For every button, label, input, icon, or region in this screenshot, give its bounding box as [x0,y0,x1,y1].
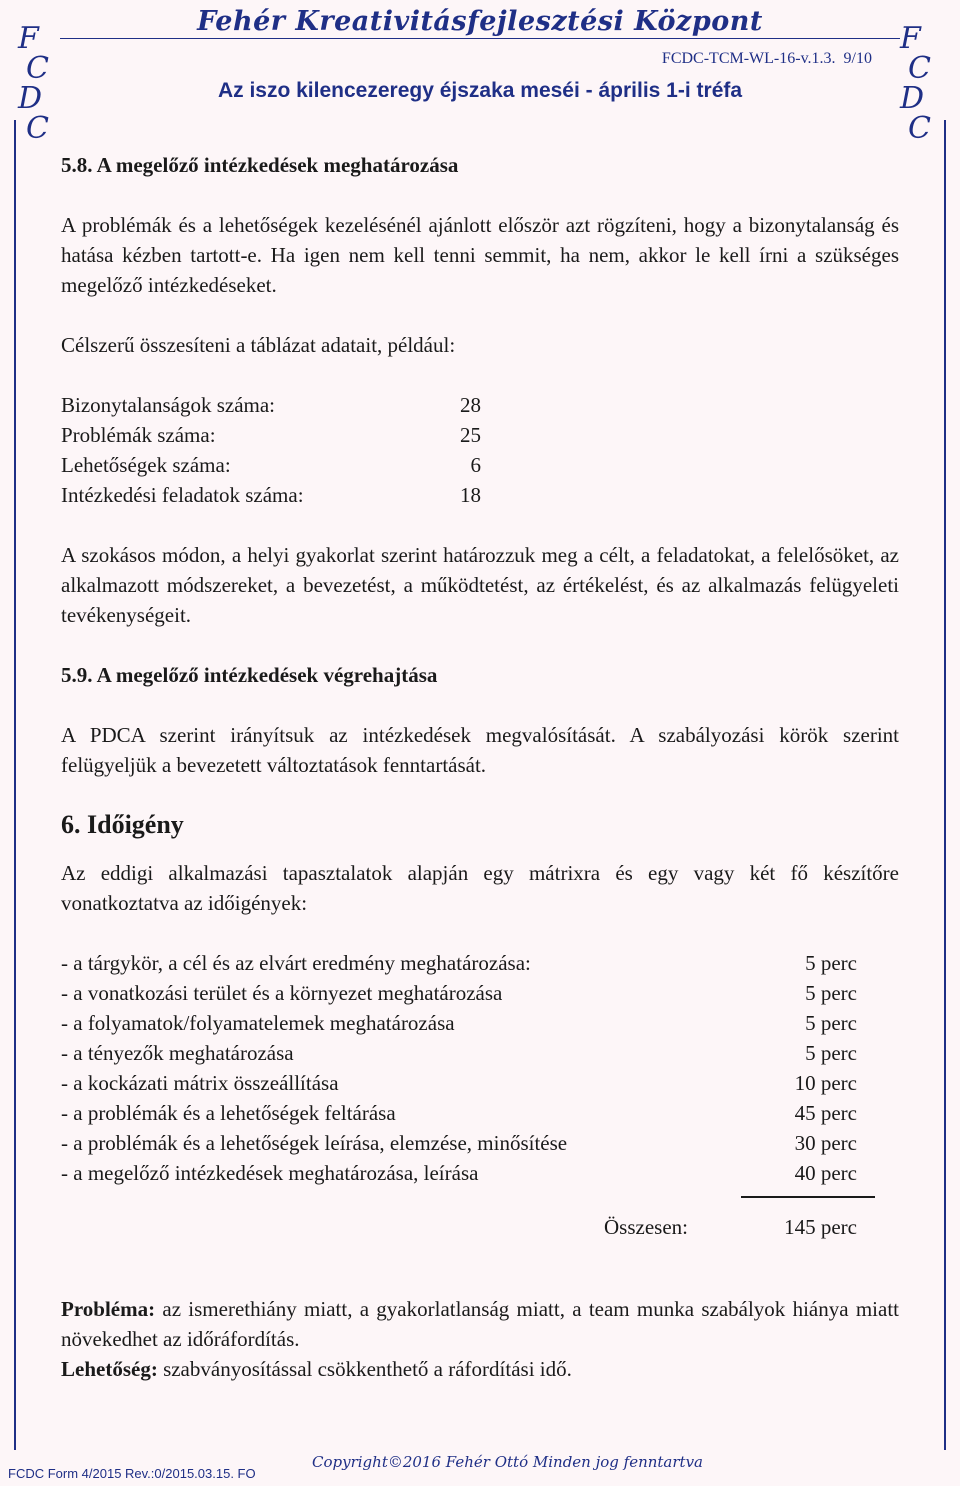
heading-6: 6. Időigény [61,810,184,839]
time-row: - a tárgykör, a cél és az elvárt eredmény meghatározása: 5 perc [61,951,857,975]
stat-row: Intézkedési feladatok száma: 18 [61,483,481,507]
time-row: - a folyamatok/folyamatelemek meghatározása 5 perc [61,1011,857,1035]
paragraph-6-intro: Az eddigi alkalmazási tapasztalatok alapján egy mátrixra és egy vagy két fő készítőre vonatkoztatva az időigények: [61,861,899,915]
problem-paragraph [61,1294,899,1354]
logo-left: F C D C [18,21,49,146]
page-number: 9/10 [843,50,872,67]
paragraph-5-8-1: A problémák és a lehetőségek kezelésénél ajánlott először azt rögzíteni, hogy a bizonytalanság és hatása kézben tartott-e. Ha igen nem kell tenni semmit, ha nem, akkor le kell írni a szükséges megelőző intézkedéseket. [61,213,899,297]
form-code: FCDC Form 4/2015 Rev.:0/2015.03.15. FO [8,1466,256,1481]
heading-5-8: 5.8. A megelőző intézkedések meghatározása [61,153,459,177]
logo-right: F C D C [900,21,931,146]
time-row: - a problémák és a lehetőségek leírása, elemzése, minősítése 30 perc [61,1131,857,1155]
frame-left-line [14,120,16,1450]
org-title: Fehér Kreativitásfejlesztési Központ [197,6,763,37]
time-list [61,948,899,1188]
total-label: Összesen: [604,1215,688,1239]
paragraph-5-9: A PDCA szerint irányítsuk az intézkedések megvalósítását. A szabályozási körök szerint felügyeljük a bevezetett változtatások fenntartását. [61,723,899,777]
frame-right-line [944,120,946,1450]
stat-row: Lehetőségek száma: 6 [61,453,481,477]
doc-code [662,50,872,68]
doc-code-text: FCDC-TCM-WL-16-v.1.3. [661,50,836,67]
time-row: - a vonatkozási terület és a környezet meghatározása 5 perc [61,981,857,1005]
time-row: - a tényezők meghatározása 5 perc [61,1041,857,1065]
time-row: - a problémák és a lehetőségek feltárása 45 perc [61,1101,857,1125]
problem-text: az ismerethiány miatt, a gyakorlatlanság miatt, a team munka szabályok hiánya miatt növekedhet az időráfordítás. [61,1297,899,1351]
opportunity-text: szabványosítással csökkenthető a ráfordítási idő. [157,1357,572,1381]
frame-top-line [60,38,900,39]
total-rule [741,1196,875,1198]
opportunity-paragraph [61,1354,899,1384]
problem-label: Probléma: [61,1297,156,1321]
time-row: - a kockázati mátrix összeállítása 10 perc [61,1071,857,1095]
stat-row: Bizonytalanságok száma: 28 [61,393,481,417]
total-row [61,1212,899,1242]
time-row: - a megelőző intézkedések meghatározása, leírása 40 perc [61,1161,857,1185]
heading-5-9: 5.9. A megelőző intézkedések végrehajtása [61,663,438,687]
document-body [61,150,899,1384]
paragraph-5-8-3: A szokásos módon, a helyi gyakorlat szerint határozzuk meg a célt, a feladatokat, a felelősöket, az alkalmazott módszereket, a bevezetést, a működtetést, az értékelést, és az alkalmazás felügyeleti tevékenységeit. [61,543,899,627]
stats-list [61,390,899,510]
copyright: Copyright©2016 Fehér Ottó Minden jog fenntartva [312,1453,703,1471]
doc-subtitle: Az iszo kilencezeregy éjszaka meséi - április 1-i tréfa [217,79,743,102]
opportunity-label: Lehetőség: [61,1357,158,1381]
stat-row: Problémák száma: 25 [61,423,481,447]
total-value: 145 perc [784,1215,857,1239]
paragraph-5-8-2: Célszerű összesíteni a táblázat adatait, például: [61,333,456,357]
